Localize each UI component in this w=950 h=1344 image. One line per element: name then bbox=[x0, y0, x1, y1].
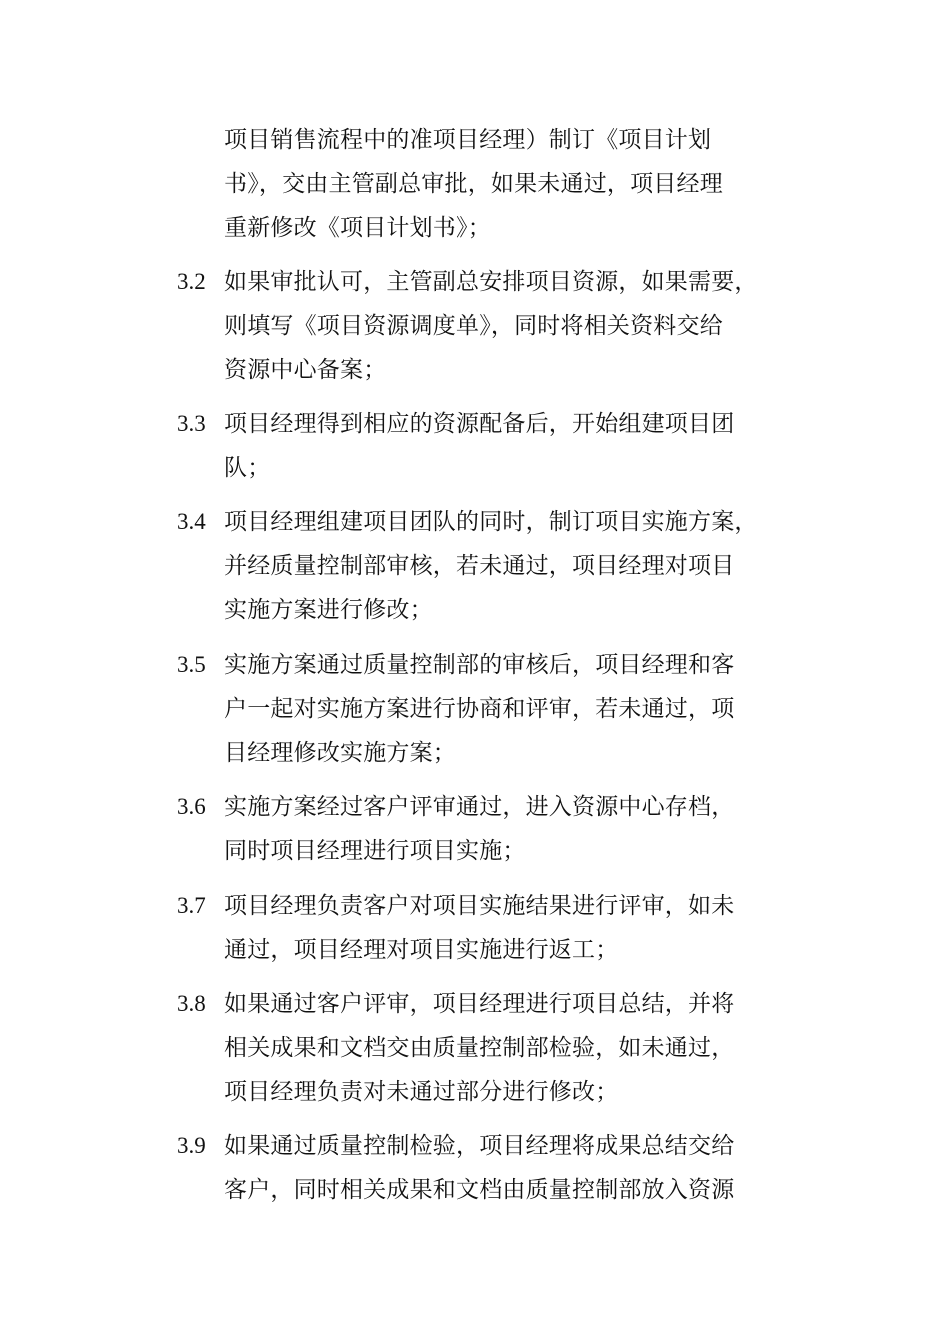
text-line: 如果通过质量控制检验，项目经理将成果总结交给 bbox=[224, 1133, 735, 1159]
text-line: 如果审批认可，主管副总安排项目资源，如果需要， bbox=[224, 269, 758, 295]
text-line: 相关成果和文档交由质量控制部检验，如未通过， bbox=[224, 1035, 735, 1061]
text-line: 实施方案经过客户评审通过，进入资源中心存档， bbox=[224, 794, 735, 820]
text-line: 重新修改《项目计划书》； bbox=[224, 215, 491, 241]
text-line: 项目经理负责客户对项目实施结果进行评审，如未 bbox=[224, 893, 735, 919]
text-line: 资源中心备案； bbox=[224, 357, 387, 383]
item-text bbox=[224, 500, 804, 632]
item-number: 3.9 bbox=[177, 1133, 206, 1158]
item-text bbox=[224, 118, 804, 250]
text-line: 通过，项目经理对项目实施进行返工； bbox=[224, 937, 619, 963]
item-number: 3.3 bbox=[177, 411, 206, 436]
text-line: 书》，交由主管副总审批，如果未通过，项目经理 bbox=[224, 171, 723, 197]
text-line: 实施方案通过质量控制部的审核后，项目经理和客 bbox=[224, 652, 735, 678]
text-line: 项目经理负责对未通过部分进行修改； bbox=[224, 1079, 619, 1105]
text-line: 户一起对实施方案进行协商和评审，若未通过，项 bbox=[224, 696, 735, 722]
text-line: 目经理修改实施方案； bbox=[224, 740, 456, 766]
text-line: 如果通过客户评审，项目经理进行项目总结，并将 bbox=[224, 991, 735, 1017]
text-line: 同时项目经理进行项目实施； bbox=[224, 838, 526, 864]
item-text bbox=[224, 785, 804, 873]
item-number: 3.5 bbox=[177, 652, 206, 677]
text-line: 并经质量控制部审核，若未通过，项目经理对项目 bbox=[224, 553, 735, 579]
item-text bbox=[224, 884, 804, 972]
item-number: 3.8 bbox=[177, 991, 206, 1016]
text-line: 项目经理得到相应的资源配备后，开始组建项目团 bbox=[224, 411, 735, 437]
item-text bbox=[224, 643, 804, 775]
item-number: 3.7 bbox=[177, 893, 206, 918]
item-text bbox=[224, 402, 804, 490]
text-line: 客户，同时相关成果和文档由质量控制部放入资源 bbox=[224, 1177, 735, 1203]
item-text bbox=[224, 1124, 804, 1212]
item-number: 3.2 bbox=[177, 269, 206, 294]
item-text bbox=[224, 982, 804, 1114]
item-number: 3.6 bbox=[177, 794, 206, 819]
item-number: 3.4 bbox=[177, 509, 206, 534]
text-line: 则填写《项目资源调度单》，同时将相关资料交给 bbox=[224, 313, 723, 339]
item-text bbox=[224, 260, 804, 392]
text-line: 实施方案进行修改； bbox=[224, 597, 433, 623]
text-line: 项目销售流程中的准项目经理）制订《项目计划 bbox=[224, 127, 712, 153]
text-line: 队； bbox=[224, 455, 271, 481]
text-line: 项目经理组建项目团队的同时，制订项目实施方案， bbox=[224, 509, 758, 535]
